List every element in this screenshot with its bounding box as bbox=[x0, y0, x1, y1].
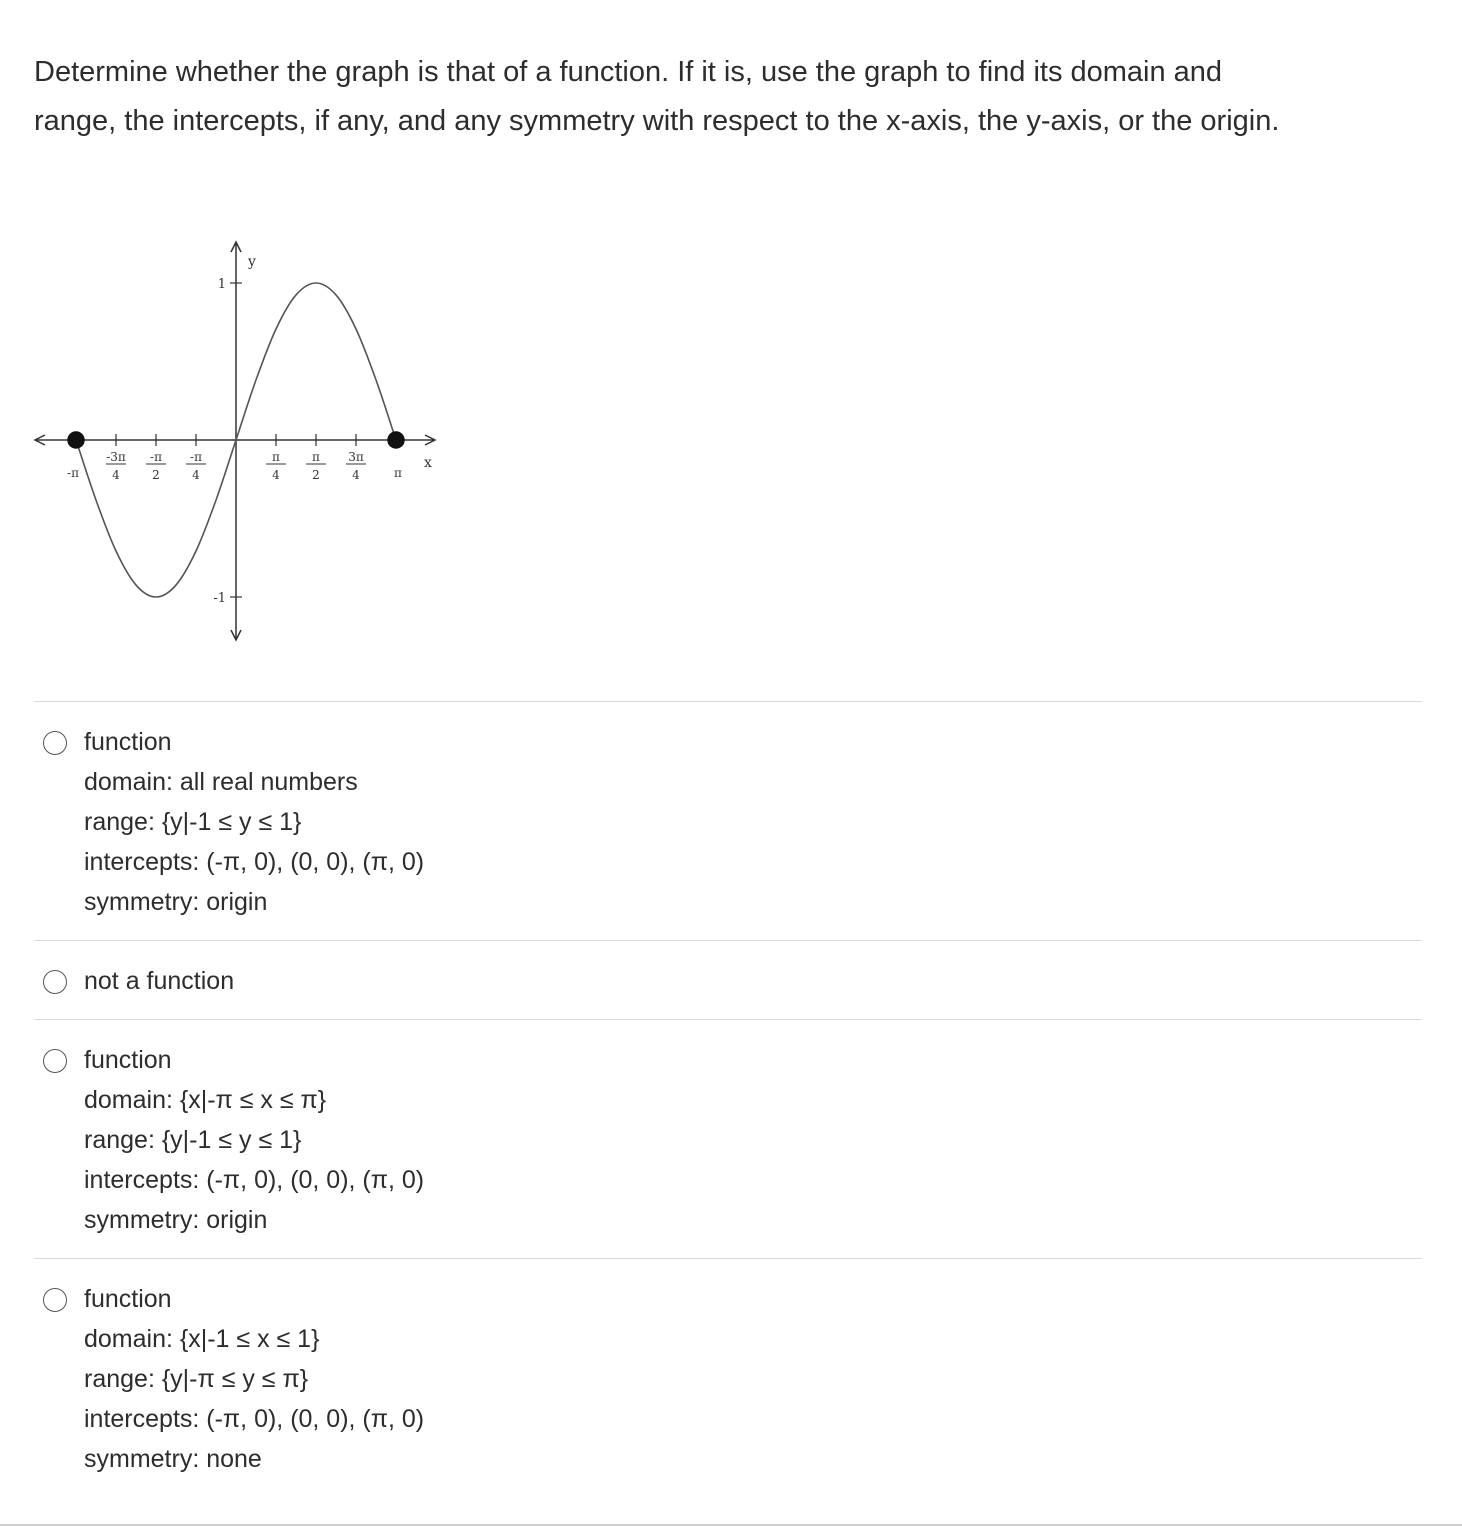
option-4-line-2: domain: {x|-1 ≤ x ≤ 1} bbox=[84, 1325, 320, 1353]
function-graph bbox=[30, 230, 450, 650]
option-3-line-4: intercepts: (-π, 0), (0, 0), (π, 0) bbox=[84, 1166, 425, 1194]
y-tick-label: -1 bbox=[213, 591, 226, 606]
x-tick-label-denominator: 4 bbox=[192, 468, 200, 482]
option-3-line-2: domain: {x|-π ≤ x ≤ π} bbox=[84, 1086, 327, 1114]
x-tick-label-numerator: π bbox=[272, 450, 280, 464]
answer-option-2[interactable] bbox=[34, 940, 1422, 1019]
endpoint-dot bbox=[388, 432, 404, 448]
x-tick-label-denominator: 4 bbox=[272, 468, 280, 482]
y-axis-label: y bbox=[248, 254, 256, 270]
option-1-line-3: range: {y|-1 ≤ y ≤ 1} bbox=[84, 808, 302, 836]
question-line-2: range, the intercepts, if any, and any symmetry with respect to the x-axis, the y-axis, or the origin. bbox=[34, 105, 1280, 137]
x-tick-label-numerator: π bbox=[312, 450, 320, 464]
option-1-line-1: function bbox=[84, 728, 172, 756]
x-tick-label-denominator: 2 bbox=[152, 468, 160, 482]
x-tick-label-denominator: 2 bbox=[312, 468, 320, 482]
x-tick-label-numerator: -3π bbox=[106, 450, 126, 464]
option-4-line-4: intercepts: (-π, 0), (0, 0), (π, 0) bbox=[84, 1405, 425, 1433]
option-3-line-3: range: {y|-1 ≤ y ≤ 1} bbox=[84, 1126, 302, 1154]
endpoint-dot bbox=[68, 432, 84, 448]
x-tick-label-denominator: 4 bbox=[112, 468, 120, 482]
option-2-line-1: not a function bbox=[84, 967, 235, 995]
radio-button[interactable] bbox=[43, 1049, 67, 1073]
radio-button[interactable] bbox=[43, 970, 67, 994]
x-tick-label-numerator: -π bbox=[150, 450, 162, 464]
option-4-line-5: symmetry: none bbox=[84, 1445, 262, 1473]
x-tick-label-numerator: 3π bbox=[348, 450, 364, 464]
x-tick-label: -π bbox=[67, 466, 79, 480]
y-tick-label: 1 bbox=[217, 277, 226, 292]
x-tick-label-numerator: -π bbox=[190, 450, 202, 464]
x-tick-label: π bbox=[394, 466, 402, 480]
question-line-1: Determine whether the graph is that of a function. If it is, use the graph to find its domain and bbox=[34, 56, 1223, 88]
graph-svg bbox=[30, 230, 450, 650]
option-1-line-2: domain: all real numbers bbox=[84, 768, 358, 796]
radio-button[interactable] bbox=[43, 1288, 67, 1312]
x-tick-label-denominator: 4 bbox=[352, 468, 360, 482]
question-text bbox=[34, 48, 1434, 146]
option-4-line-1: function bbox=[84, 1285, 172, 1313]
radio-button[interactable] bbox=[43, 731, 67, 755]
x-axis-label: x bbox=[424, 455, 432, 471]
answer-option-3[interactable] bbox=[34, 1019, 1422, 1258]
option-4-line-3: range: {y|-π ≤ y ≤ π} bbox=[84, 1365, 309, 1393]
answer-option-1[interactable] bbox=[34, 701, 1422, 940]
option-1-line-4: intercepts: (-π, 0), (0, 0), (π, 0) bbox=[84, 848, 425, 876]
answer-options bbox=[34, 701, 1422, 1497]
answer-option-4[interactable] bbox=[34, 1258, 1422, 1497]
option-3-line-1: function bbox=[84, 1046, 172, 1074]
option-3-line-5: symmetry: origin bbox=[84, 1206, 268, 1234]
option-1-line-5: symmetry: origin bbox=[84, 888, 268, 916]
